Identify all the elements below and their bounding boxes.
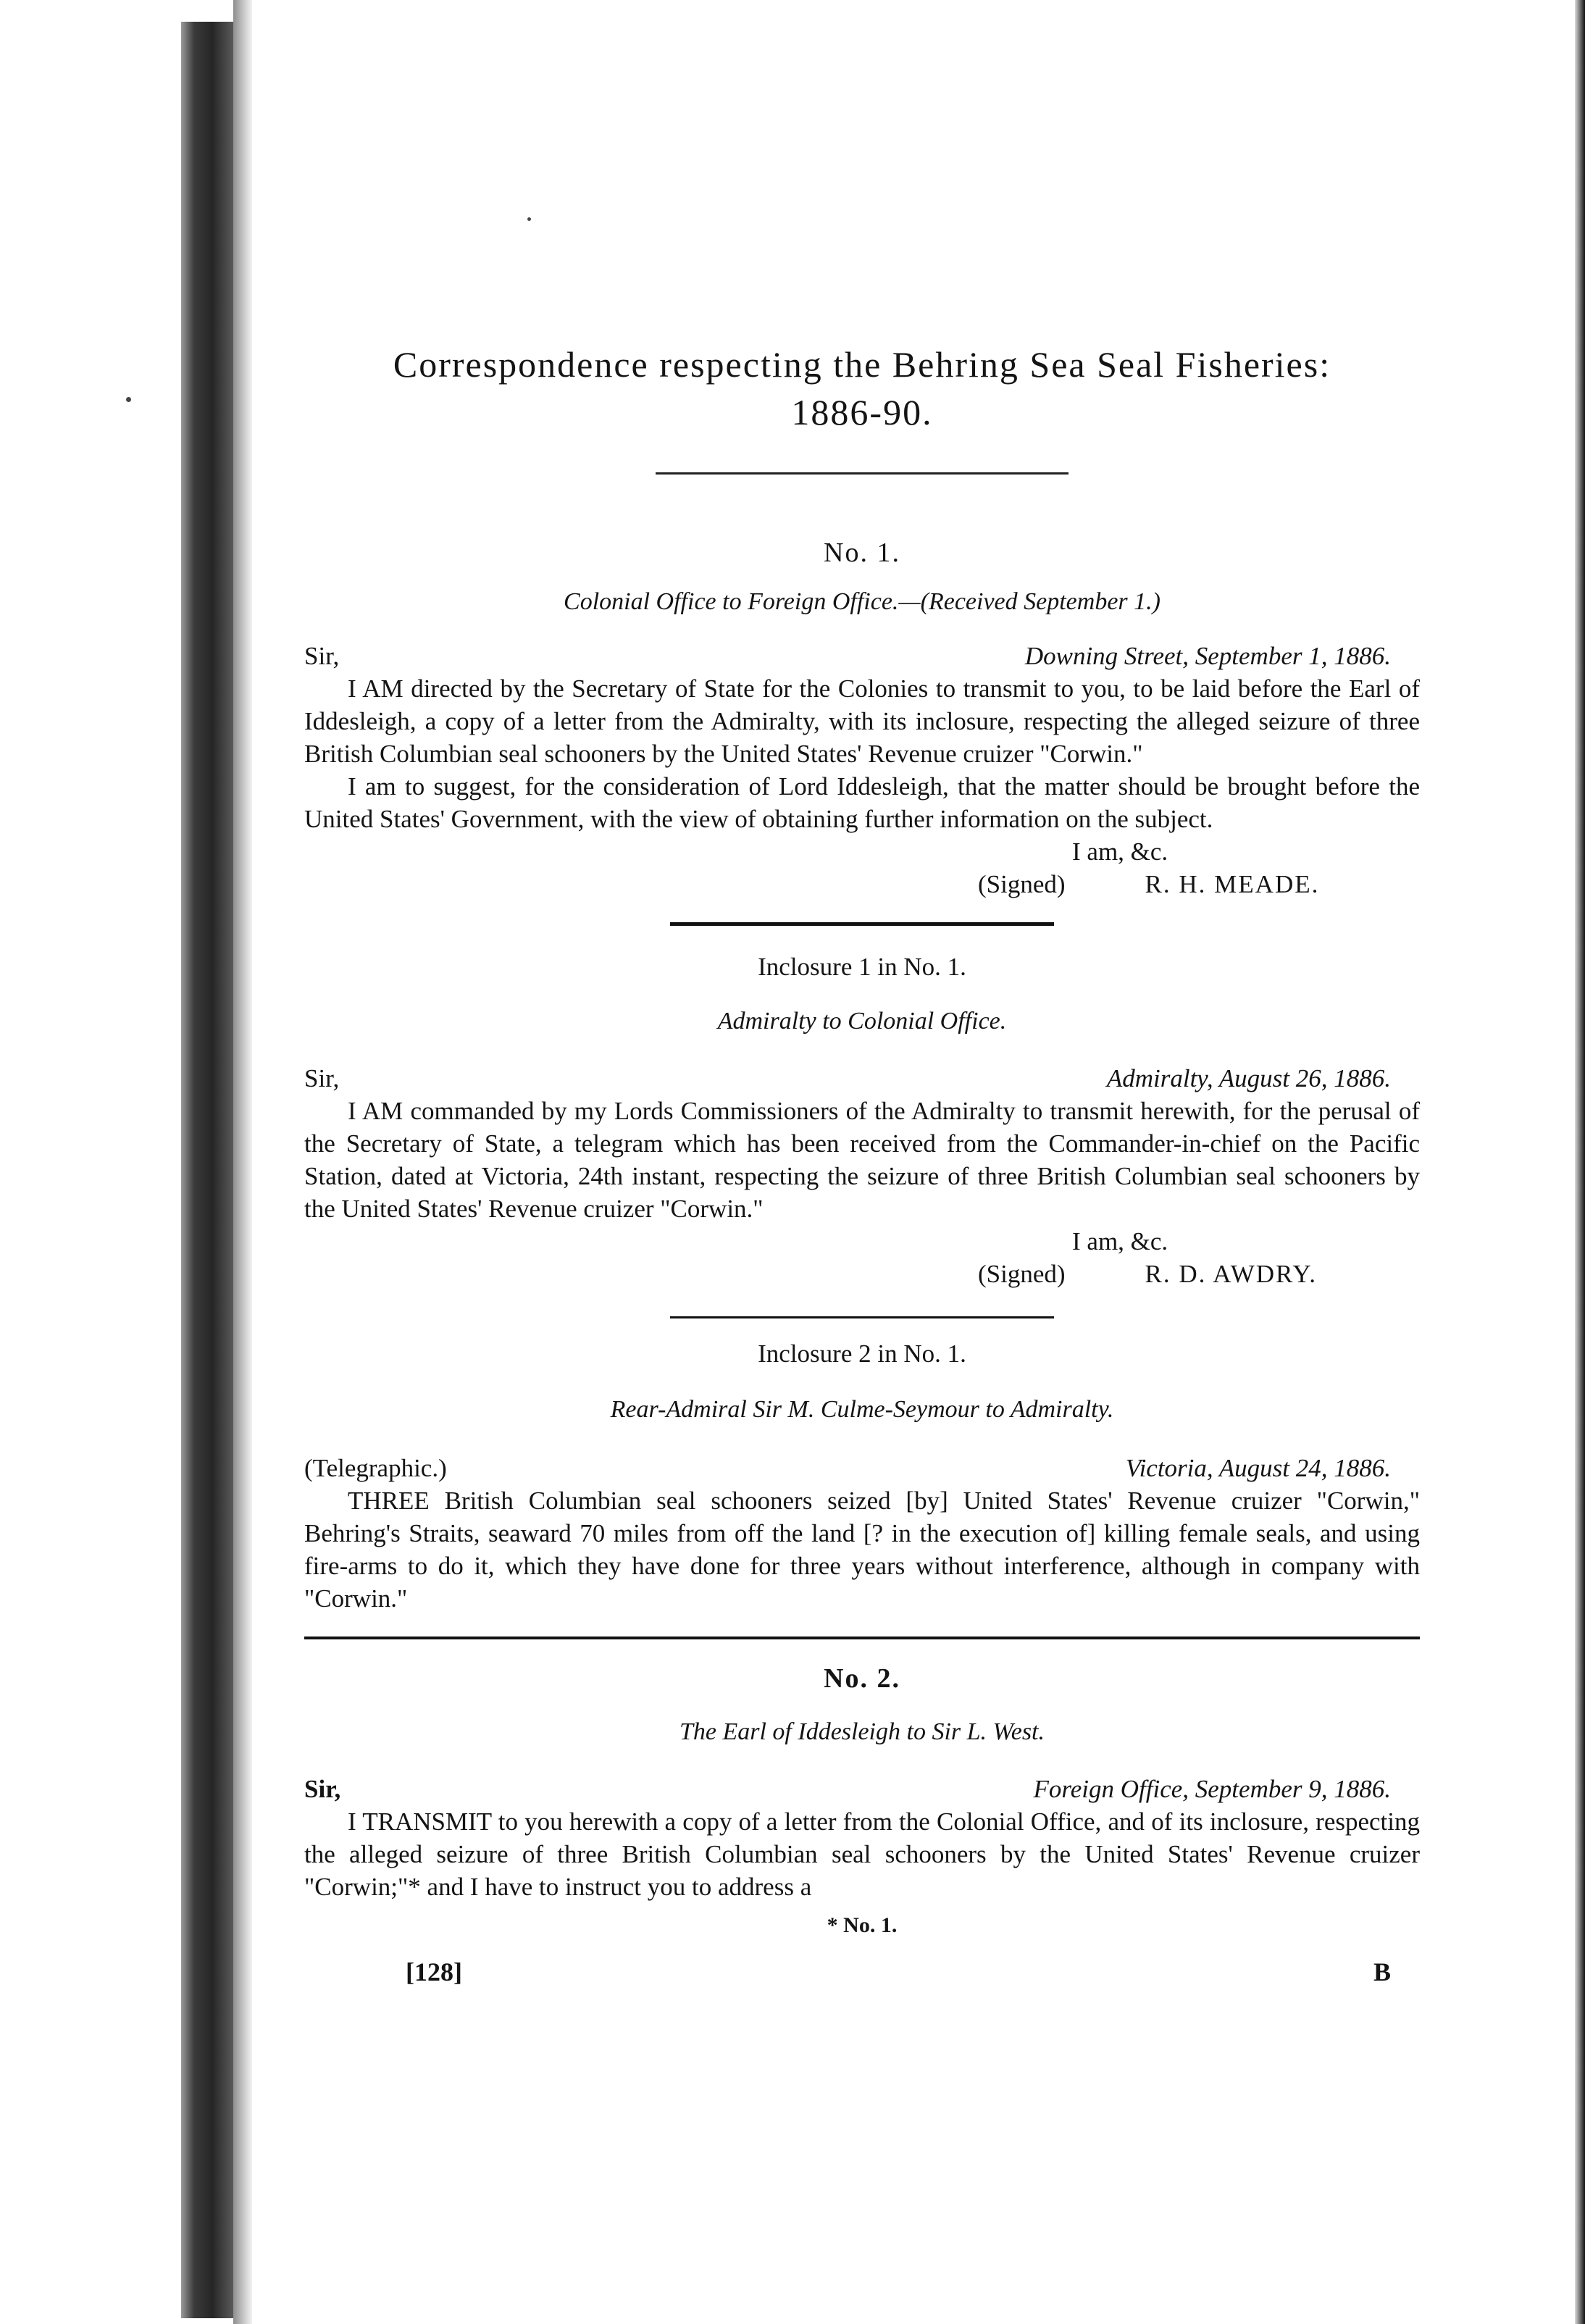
inclosure-title: Inclosure 1 in No. 1. [758, 953, 966, 981]
inclosure-salutation-row [304, 1062, 1420, 1095]
salutation: Sir, [304, 642, 340, 670]
signed-label: (Signed) [978, 870, 1066, 898]
section-divider [670, 922, 1054, 926]
signature-name: R. D. AWDRY. [1145, 1260, 1317, 1288]
document-page [304, 340, 1420, 1989]
dateline: Victoria, August 24, 1886. [1125, 1454, 1391, 1482]
letter-no-1 [304, 537, 1420, 900]
section-divider [670, 1316, 1054, 1318]
telegram-header-row [304, 1452, 1420, 1484]
scan-speck [126, 397, 131, 402]
inclosure-1 [304, 950, 1420, 1290]
salutation: Sir, [304, 1064, 340, 1092]
letter-salutation-row [304, 640, 1420, 672]
page-reference: [128] [406, 1957, 462, 1986]
letter-number: No. 2. [824, 1663, 900, 1694]
inclosure-paragraph: I AM commanded by my Lords Commissioners of the Admiralty to transmit herewith, for the perusal of the Secretary of State, a telegram which has been received from the Commander-in-chief on the Pacific Station, dated at Victoria, 24th instant, respecting the seizure of three British Columbian seal schooners by the United States' Revenue cruizer "Corwin." [304, 1097, 1420, 1223]
closing: I am, &c. [1072, 1227, 1168, 1255]
inclosure-2 [304, 1337, 1420, 1615]
letter-heading: The Earl of Iddesleigh to Sir L. West. [679, 1718, 1045, 1745]
title-line-2: 1886-90. [791, 392, 933, 432]
dateline: Foreign Office, September 9, 1886. [1033, 1775, 1391, 1803]
letter-paragraph: I AM directed by the Secretary of State for the Colonies to transmit to you, to be laid before the Earl of Iddesleigh, a copy of a letter from the Admiralty, with its inclosure, respecting the alleged seizure of three British Columbian seal schooners by the United States' Revenue cruizer "Corwin." [304, 674, 1420, 768]
signature-name: R. H. MEADE. [1145, 870, 1320, 898]
letter-heading: Colonial Office to Foreign Office.—(Received September 1.) [564, 588, 1160, 615]
telegram-paragraph: THREE British Columbian seal schooners seized [by] United States' Revenue cruizer "Corwin," Behring's Straits, seaward 70 miles from off the land [? in the execution of] killing female seals, and using fire-arms to do it, which they have done for three years without interference, although in company with "Corwin." [304, 1487, 1420, 1613]
title-line-1: Correspondence respecting the Behring Sea Seal Fisheries: [393, 344, 1331, 385]
document-title [304, 340, 1420, 436]
scan-speck [527, 217, 531, 221]
inclosure-title: Inclosure 2 in No. 1. [758, 1339, 966, 1368]
signature-line [304, 1258, 1420, 1290]
letter-no-2 [304, 1663, 1420, 1903]
signature-line [304, 868, 1420, 900]
page-footer [304, 1956, 1420, 1989]
telegram-label: (Telegraphic.) [304, 1454, 447, 1482]
letter-paragraph: I am to suggest, for the consideration of Lord Iddesleigh, that the matter should be brought before the United States' Government, with the view of obtaining further information on the subject. [304, 772, 1420, 833]
inclosure-heading: Rear-Admiral Sir M. Culme-Seymour to Admiralty. [610, 1396, 1114, 1423]
salutation: Sir, [304, 1775, 341, 1803]
letter-salutation-row [304, 1773, 1420, 1805]
letter-number: No. 1. [824, 538, 900, 568]
footnote: * No. 1. [827, 1913, 898, 1937]
signed-label: (Signed) [978, 1260, 1066, 1288]
page-right-edge [1575, 0, 1585, 2324]
signature-mark: B [1373, 1957, 1391, 1986]
letter-paragraph: I TRANSMIT to you herewith a copy of a letter from the Colonial Office, and of its inclosure, respecting the alleged seizure of three British Columbian seal schooners by the United States' Revenue cruizer "Corwin;"* and I have to instruct you to address a [304, 1807, 1420, 1901]
dateline: Downing Street, September 1, 1886. [1024, 642, 1391, 670]
section-divider-long [304, 1637, 1420, 1639]
binding-gutter-edge [233, 0, 252, 2324]
binding-gutter-shadow [181, 22, 233, 2318]
inclosure-heading: Admiralty to Colonial Office. [717, 1008, 1007, 1034]
dateline: Admiralty, August 26, 1886. [1106, 1064, 1391, 1092]
closing: I am, &c. [1072, 837, 1168, 866]
title-divider [656, 472, 1068, 475]
